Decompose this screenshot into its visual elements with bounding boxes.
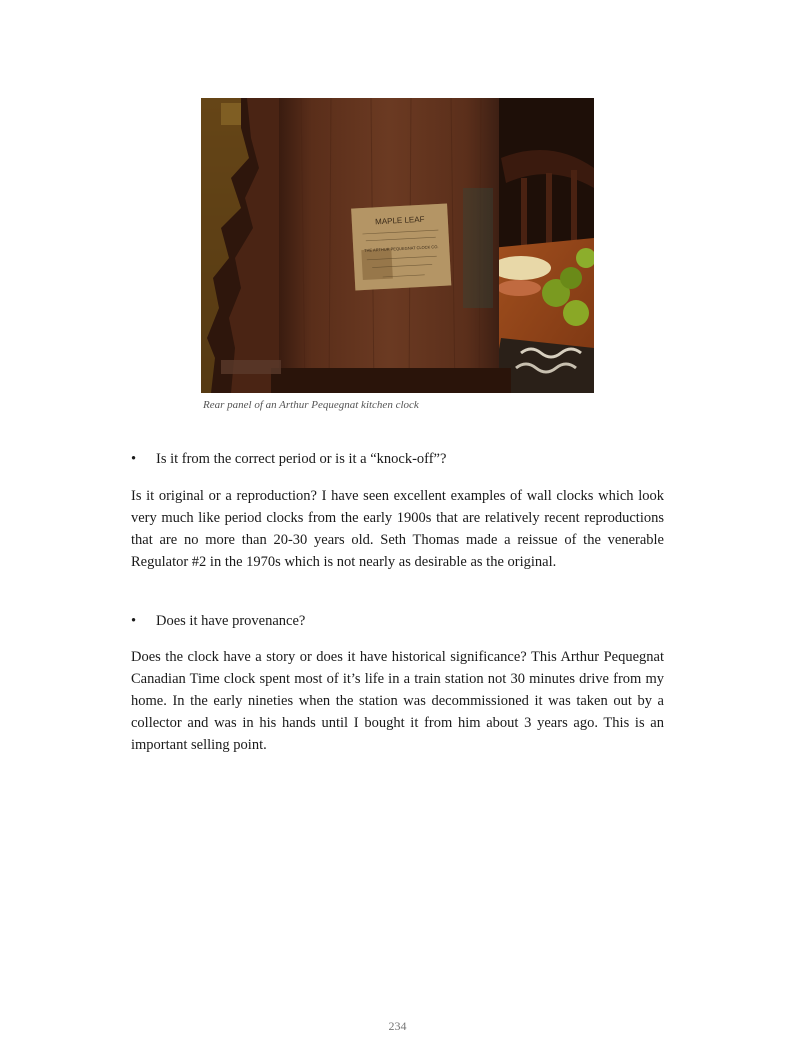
bullet-text: Is it from the correct period or is it a “knock-off”?	[156, 451, 447, 467]
page-number: 234	[388, 1019, 407, 1033]
bullet-icon: •	[131, 613, 137, 629]
paragraph-provenance: Does the clock have a story or does it have historical significance? This Arthur Pequegnat Canadian Time clock spent most of it’s life in a train station not 30 minutes drive from my home. In the early nineties when the station was decommissioned it was taken out by a collector and was in his hands until I bought it from him about 3 years ago. This is an important selling point.	[131, 649, 664, 753]
clock-rear-panel-photo	[201, 98, 594, 393]
paragraph-reproduction: Is it original or a reproduction? I have seen excellent examples of wall clocks which look very much like period clocks from the early 1900s that are relatively recent reproductions that are no more than 20-30 years old. Seth Thomas made a reissue of the venerable Regulator #2 in the 1970s which is not nearly as desirable as the original.	[131, 488, 664, 570]
bullet-text: Does it have provenance?	[156, 613, 306, 629]
photo-caption: Rear panel of an Arthur Pequegnat kitchen clock	[203, 399, 419, 411]
bullet-icon: •	[131, 451, 137, 467]
label-company: THE ARTHUR PEQUEGNAT CLOCK CO.	[363, 244, 439, 253]
label-maker-name: MAPLE LEAF	[374, 214, 425, 227]
